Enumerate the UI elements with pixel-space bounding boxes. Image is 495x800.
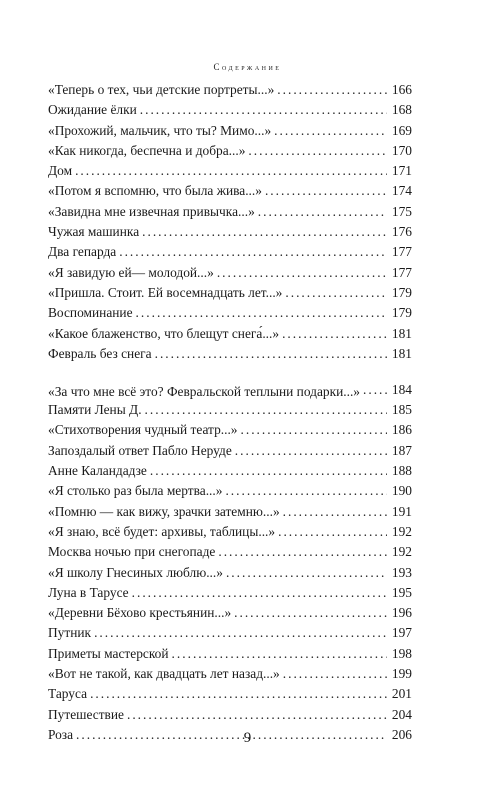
toc-entry-page: 197	[391, 625, 412, 641]
toc-entry-page: 198	[391, 645, 412, 661]
toc-entry[interactable]	[48, 263, 412, 283]
toc-entry-title: «Вот не такой, как двадцать лет назад...»	[48, 666, 280, 682]
toc-entry-title: Дом	[48, 163, 73, 179]
toc-entry[interactable]	[48, 222, 412, 242]
toc-entry-page: 171	[391, 163, 412, 179]
toc-entry-title: Два гепарда	[48, 244, 117, 260]
toc-entry[interactable]	[48, 80, 412, 100]
toc-entry-title: Москва ночью при снегопаде	[48, 544, 216, 560]
toc-entry[interactable]	[48, 664, 412, 684]
toc-entry-page: 192	[391, 523, 412, 539]
toc-entry-title: «Потом я вспомню, что была жива...»	[48, 183, 262, 199]
dot-leader	[265, 181, 387, 201]
dot-leader	[235, 441, 387, 461]
dot-leader	[155, 344, 387, 364]
toc-entry-title: «Прохожий, мальчик, что ты? Мимо...»	[48, 122, 272, 138]
toc-entry[interactable]	[48, 242, 412, 262]
toc-entry-page: 206	[391, 726, 412, 742]
toc-entry-page: 188	[391, 463, 412, 479]
toc-entry-title: Анне Каландадзе	[48, 463, 147, 479]
toc-entry[interactable]	[48, 161, 412, 181]
toc-entry-page: 195	[391, 584, 412, 600]
toc-entry-page: 177	[391, 264, 412, 280]
toc-entry-page: 184	[391, 381, 412, 397]
toc-entry-page: 187	[391, 442, 412, 458]
toc-entry-page: 181	[391, 345, 412, 361]
toc-entry-title: Роза	[48, 726, 74, 742]
toc-entry-title: «Я столько раз была мертва...»	[48, 483, 223, 499]
dot-leader	[94, 623, 387, 643]
dot-leader	[218, 542, 387, 562]
dot-leader	[150, 461, 387, 481]
dot-leader	[234, 603, 387, 623]
page-number: 9	[243, 730, 252, 746]
toc-entry-title: «Как никогда, беспечна и добра...»	[48, 142, 246, 158]
dot-leader	[285, 283, 387, 303]
running-header: Содержание	[213, 62, 282, 72]
dot-leader	[225, 481, 387, 501]
dot-leader	[283, 664, 387, 684]
toc-entry[interactable]	[48, 400, 412, 420]
toc-entry-page: 170	[391, 142, 412, 158]
toc-entry-page: 176	[391, 224, 412, 240]
toc-entry[interactable]	[48, 344, 412, 364]
toc-entry-page: 166	[391, 82, 412, 97]
toc-entry-page: 196	[391, 605, 412, 621]
toc-entry-page: 191	[391, 503, 412, 519]
dot-leader	[136, 303, 387, 323]
toc-entry-page: 201	[391, 686, 412, 702]
dot-leader	[140, 100, 387, 120]
toc-entry-title: «Я школу Гнесиных люблю...»	[48, 564, 223, 580]
dot-leader	[127, 705, 387, 725]
dot-leader	[258, 202, 387, 222]
toc-entry-title: «За что мне всё это? Февральской теплыни подарки...»	[48, 384, 360, 400]
toc-entry-page: 190	[391, 483, 412, 499]
toc-entry-title: Путешествие	[48, 706, 124, 722]
toc-entry[interactable]	[48, 684, 412, 704]
dot-leader	[283, 502, 387, 522]
toc-entry-page: 179	[391, 284, 412, 300]
toc-entry-title: Луна в Тарусе	[48, 584, 129, 600]
toc-entry[interactable]	[48, 522, 412, 542]
toc-entry-title: «Деревни Бёхово крестьянин...»	[48, 605, 232, 621]
toc-entry[interactable]	[48, 705, 412, 725]
toc-entry-title: Запоздалый ответ Пабло Неруде	[48, 442, 232, 458]
toc-entry-page: 168	[391, 102, 412, 118]
toc-entry[interactable]	[48, 623, 412, 643]
toc-entry[interactable]	[48, 603, 412, 623]
toc-entry-title: «Я знаю, всё будет: архивы, таблицы...»	[48, 523, 276, 539]
toc-entry[interactable]	[48, 121, 412, 141]
toc-entry-page: 174	[391, 183, 412, 199]
dot-leader	[274, 121, 387, 141]
toc-entry[interactable]	[48, 502, 412, 522]
toc-entry[interactable]	[48, 481, 412, 501]
toc-entry[interactable]	[48, 644, 412, 664]
table-of-contents	[48, 80, 412, 745]
toc-entry-title: Февраль без снега	[48, 345, 152, 361]
dot-leader	[278, 522, 387, 542]
toc-entry-title: Воспоминание	[48, 305, 133, 321]
toc-entry-title: Таруса	[48, 686, 88, 702]
toc-entry[interactable]	[48, 563, 412, 583]
toc-entry-page: 179	[391, 305, 412, 321]
toc-entry-page: 177	[391, 244, 412, 260]
toc-entry-page: 181	[391, 325, 412, 341]
toc-entry-page: 204	[391, 706, 412, 722]
toc-entry-title: «Какое блаженство, что блещут снега́...»	[48, 325, 280, 341]
toc-entry-page: 169	[391, 122, 412, 138]
toc-entry-title: Приметы мастерской	[48, 645, 169, 661]
toc-entry-page: 193	[391, 564, 412, 580]
dot-leader	[119, 242, 387, 262]
toc-entry[interactable]	[48, 141, 412, 161]
toc-entry[interactable]	[48, 303, 412, 323]
toc-entry-page: 175	[391, 203, 412, 219]
dot-leader	[217, 263, 387, 283]
dot-leader	[282, 324, 387, 344]
toc-entry-title: «Пришла. Стоит. Ей восемнадцать лет...»	[48, 284, 283, 300]
dot-leader	[241, 420, 387, 440]
toc-entry[interactable]	[48, 364, 412, 400]
dot-leader	[142, 222, 387, 242]
dot-leader	[248, 141, 387, 161]
dot-leader	[172, 644, 387, 664]
toc-entry[interactable]	[48, 324, 412, 344]
toc-entry-page: 199	[391, 666, 412, 682]
toc-entry[interactable]	[48, 181, 412, 201]
dot-leader	[226, 563, 387, 583]
toc-entry-title: «Завидна мне извечная привычка...»	[48, 203, 255, 219]
toc-entry-title: Чужая машинка	[48, 224, 140, 240]
toc-entry[interactable]	[48, 461, 412, 481]
toc-entry-title: Памяти Лены Д.	[48, 402, 142, 418]
dot-leader	[363, 380, 387, 400]
toc-entry[interactable]	[48, 542, 412, 562]
dot-leader	[132, 583, 387, 603]
toc-entry[interactable]	[48, 202, 412, 222]
dot-leader	[145, 400, 387, 420]
toc-entry[interactable]	[48, 283, 412, 303]
toc-entry-title: «Теперь о тех, чьи детские портреты...»	[48, 82, 275, 97]
toc-entry[interactable]	[48, 583, 412, 603]
dot-leader	[75, 161, 387, 181]
toc-entry-title: «Я завидую ей— молодой...»	[48, 264, 214, 280]
toc-entry-title: Путник	[48, 625, 92, 641]
dot-leader	[277, 80, 387, 100]
toc-entry[interactable]	[48, 441, 412, 461]
toc-entry-page: 186	[391, 422, 412, 438]
toc-entry-page: 192	[391, 544, 412, 560]
toc-entry-page: 185	[391, 402, 412, 418]
toc-entry[interactable]	[48, 420, 412, 440]
toc-entry-title: «Помню — как вижу, зрачки затемню...»	[48, 503, 280, 519]
dot-leader	[90, 684, 387, 704]
toc-entry[interactable]	[48, 100, 412, 120]
toc-entry-title: «Стихотворения чудный театр...»	[48, 422, 238, 438]
toc-entry-title: Ожидание ёлки	[48, 102, 137, 118]
